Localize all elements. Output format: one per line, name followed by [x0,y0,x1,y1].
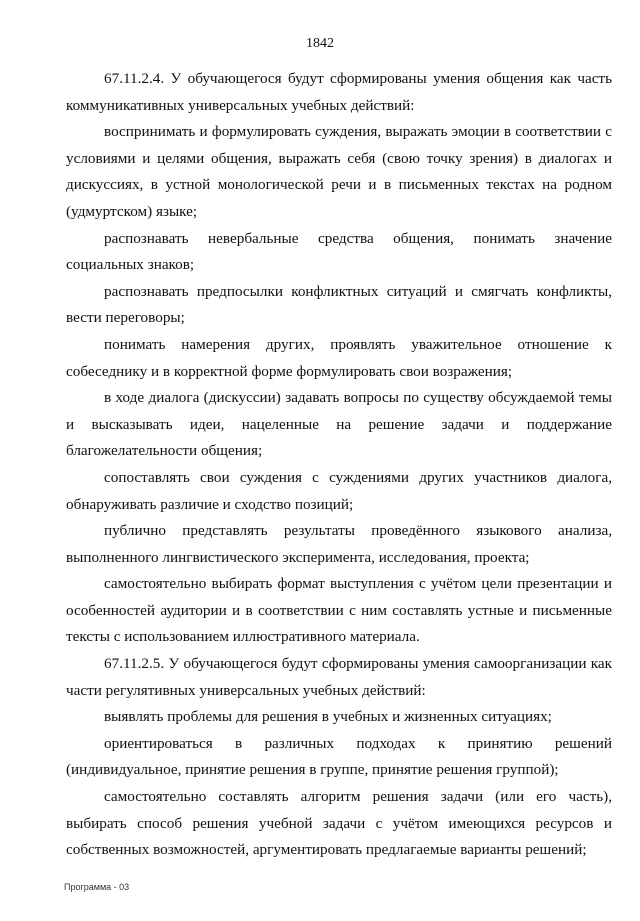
paragraph-list-item: самостоятельно составлять алгоритм решения задачи (или его часть), выбирать способ решения учебной задачи с учётом имеющихся ресурсов и собственных возможностей, аргументировать предлагаемые варианты решений; [66,788,612,859]
paragraph-list-item: распознавать невербальные средства общения, понимать значение социальных знаков; [66,229,612,274]
paragraph-section-67-11-2-5: 67.11.2.5. У обучающегося будут сформированы умения самоорганизации как части регулятивных универсальных учебных действий: [66,655,612,699]
paragraph-list-item: понимать намерения других, проявлять уважительное отношение к собеседнику и в корректной форме формулировать свои возражения; [66,335,612,380]
document-body [66,66,612,864]
page-number: 1842 [306,36,334,51]
paragraph-list-item: публично представлять результаты проведённого языкового анализа, выполненного лингвистического эксперимента, исследования, проекта; [66,522,612,566]
paragraph-list-item: воспринимать и формулировать суждения, выражать эмоции в соответствии с условиями и целями общения, выражать себя (свою точку зрения) в диалогах и дискуссиях, в устной монологической речи и в письменных текстах на родном (удмуртском) языке; [66,123,612,220]
footer-label: Программа - 03 [64,882,130,892]
paragraph-list-item: самостоятельно выбирать формат выступления с учётом цели презентации и особенностей аудитории и в соответствии с ним составлять устные и письменные тексты с использованием иллюстративного материала. [66,575,612,646]
paragraph-list-item: распознавать предпосылки конфликтных ситуаций и смягчать конфликты, вести переговоры; [66,282,612,327]
paragraph-list-item: сопоставлять свои суждения с суждениями других участников диалога, обнаруживать различие и сходство позиций; [66,468,612,513]
paragraph-list-item: ориентироваться в различных подходах к принятию решений (индивидуальное, принятие решения в группе, принятие решения группой); [66,734,612,779]
paragraph-list-item: в ходе диалога (дискуссии) задавать вопросы по существу обсуждаемой темы и высказывать идеи, нацеленные на решение задачи и поддержание благожелательности общения; [66,389,612,460]
paragraph-list-item: выявлять проблемы для решения в учебных и жизненных ситуациях; [104,708,552,726]
paragraph-section-67-11-2-4: 67.11.2.4. У обучающегося будут сформированы умения общения как часть коммуникативных универсальных учебных действий: [66,70,612,114]
